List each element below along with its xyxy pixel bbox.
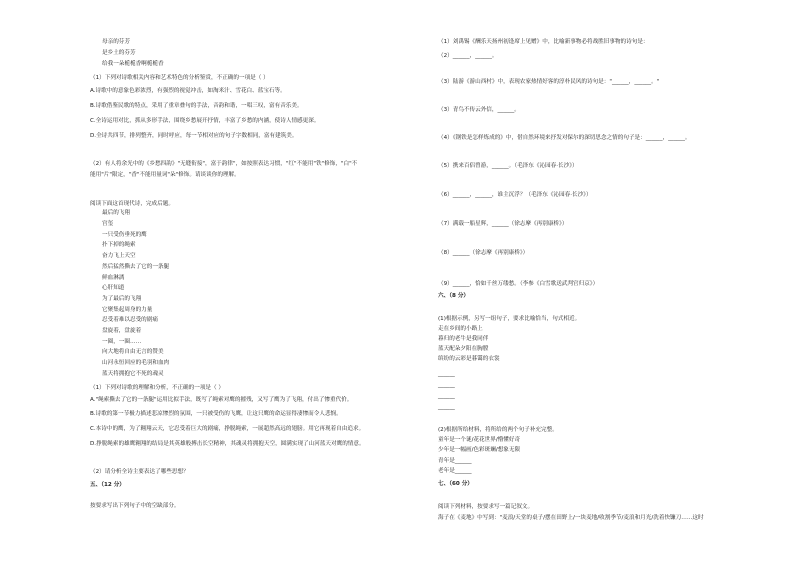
question-3-option-c: C.本诗中的鹰，为了翱翔云天，它忍受着巨大的剧痛，挣脱绳索，一展超然高远的翅膀。用它再现着自由追求。 xyxy=(90,426,365,432)
section-6-question-2: (2)根据所给材料，将所给的两个句子补充完整。 xyxy=(438,427,558,433)
fill-item: （3）陆游《游山西村》中，表现农家热情好客的淳朴民风的诗句是："______，______。" xyxy=(438,79,660,85)
question-1-option-a: A.诗歌中的意象色彩浓烈，有强烈的视觉冲击，如淘米汁、雪花白、蓝宝石等。 xyxy=(90,88,286,94)
question-1-option-c: C.全诗运用对比，抓从多形手法，围绕乡愁展开抒情，丰富了乡愁的内涵，使诗人情感更深。 xyxy=(90,118,320,124)
fill-item: （8）______（徐志摩《再别康桥》） xyxy=(438,250,529,256)
section-5-instructions: 按要求写出下列句子中的空缺部分。 xyxy=(90,503,180,509)
poem-line: 为了最后的飞翔 xyxy=(102,296,142,302)
poem-line: 是乡土的芬芳 xyxy=(102,50,136,56)
poem-line: 向大地将自由无言的赞美 xyxy=(102,349,164,355)
section-7-material: 海子在《麦地》中写到："麦浪/天堂的桌子/摆在田野上/一块麦地/收割季节/麦浪和月光/洗着快镰刀……这时 xyxy=(438,515,704,521)
poem-line: 蓝天将拥抱它不死的魂灵 xyxy=(102,371,164,377)
question-1-stem: （1）下列对诗歌相关内容和艺术特色的分析鉴赏，不正确的一项是（ ） xyxy=(90,75,269,81)
question-3-option-a: A."绳索撕去了它的一条腿"运用比拟手法，既写了绳索对鹰的摧残，又写了鹰为了飞翔，付出了惨重代价。 xyxy=(90,397,353,403)
poem-line: 盘旋着，盘旋着 xyxy=(102,328,142,334)
section-6-title: 六、（8 分） xyxy=(438,293,470,299)
fill-item: （4）《钢铁是怎样炼成的》中，借自然环境来抒发对保尔的深切思念之情的句子是：______，______。 xyxy=(438,135,691,141)
section-5-title: 五、（12 分） xyxy=(90,482,125,488)
fill-item: （9）______，恰如千丝万缕愁。（李参《白雪歌送武判官归京》） xyxy=(438,281,599,287)
fill-item: （1）刘禹锡《酬乐天扬州初逢席上见赠》中，比喻新事物必将战胜旧事物的诗句是： xyxy=(438,39,649,45)
poem-line: 扑下掉的绳索 xyxy=(102,242,136,248)
question-3-option-b: B.诗歌的第一节极力描述悲凉惨烈的氛围，一只被受伤的飞鹰，让这只鹰的命运显得凄惨而令人悲悯。 xyxy=(90,411,342,417)
example-line: 走在乡间的小路上 xyxy=(438,326,483,332)
reading-intro: 阅读下面这首现代诗，完成后题。 xyxy=(90,201,174,207)
poem-line: 一只受伤垂死的鹰 xyxy=(102,232,147,238)
question-3-option-d: D.挣脱绳索的雄鹰翱翔的结局是其英雄般搏击长空精神，其魂灵将拥抱天空，圆满实现了山河蓝天对鹰的情意。 xyxy=(90,441,365,447)
fill-item: （7）满载一船星辉，______（徐志摩《再别康桥》） xyxy=(438,221,568,227)
poem-line: 心肝知道 xyxy=(102,285,125,291)
question-4: （2）请分析全诗主要表达了哪些思想？ xyxy=(90,469,189,475)
poem-line: 给我一朵栀栀香啊栀栀香 xyxy=(102,61,164,67)
material-line: 青年是______ xyxy=(438,458,472,464)
poem-line: 忍受着难以忍受的剧痛 xyxy=(102,317,158,323)
section-7-instructions: 阅读下列材料，按要求写一篇记叙文。 xyxy=(438,504,534,510)
question-3-stem: （1）下列对诗歌的理解和分析，不正确的一项是（ ） xyxy=(90,385,224,391)
answer-blank: ______ xyxy=(438,382,455,388)
poem-line: 奋力飞上天空 xyxy=(102,253,136,259)
fill-item: （2）______，______。 xyxy=(438,53,498,59)
answer-blank: ______ xyxy=(438,393,455,399)
poem-line: 然后猛然撕去了它的一条腿 xyxy=(102,264,170,270)
example-line: 蓝天配朵夕阳在胸膛 xyxy=(438,346,489,352)
poem-title: 最后的飞翔 xyxy=(102,210,130,216)
poem-author: 宫玺 xyxy=(102,221,114,227)
answer-blank: ______ xyxy=(438,404,455,410)
poem-line: 鲜血淋漓 xyxy=(102,275,125,281)
question-1-option-b: B.诗歌借鉴民歌的特点，采用了重章叠句的手法，音韵和谐，一唱三叹，富有音乐美。 xyxy=(90,103,303,109)
material-line: 童年是一个谜/花花世界/懵懂好奇 xyxy=(438,437,521,443)
fill-item: （6）______，______，谁主沉浮？（毛泽东《沁园春·长沙》） xyxy=(438,192,592,198)
poem-line: 山河永恒回应的毛羽和血肉 xyxy=(102,360,170,366)
example-line: 缤纷的云彩是暮霭的衣裳 xyxy=(438,356,500,362)
fill-item: （3）青鸟不传云外信，______。 xyxy=(438,107,520,113)
question-1-option-d: D.全诗共四节，排列整齐，同时呼应，每一节相对应的句子字数相同，富有建筑美。 xyxy=(90,133,298,139)
section-7-title: 七、（60 分） xyxy=(438,481,473,487)
section-6-question-1: (1)根据示例，另写一组句子，要求比喻恰当，句式相近。 xyxy=(438,316,581,322)
poem-line: 它聚集起周身的力量 xyxy=(102,307,153,313)
fill-item: （5）携来百侣曾游，______。（毛泽东《沁园春·长沙》） xyxy=(438,163,578,169)
question-2-line: （2）有人将余光中的《乡愁四韵》"无缝衔接"，富于韵律"，如按照表达习惯，"红"不能用"铁"修饰，"白"不 xyxy=(90,161,358,167)
poem-line: 母亲的芬芳 xyxy=(102,39,130,45)
poem-line: 一圈，一圈…… xyxy=(102,339,142,345)
question-2-line: 能用"片"限定，"香"不能用量词"朵"修饰。请谈谈你的理解。 xyxy=(90,172,240,178)
material-line: 老年是______ xyxy=(438,468,472,474)
example-line: 暮归的老牛是我同伴 xyxy=(438,336,489,342)
answer-blank: ______ xyxy=(438,371,455,377)
material-line: 少年是一幅画/色彩斑斓/想象无限 xyxy=(438,447,521,453)
